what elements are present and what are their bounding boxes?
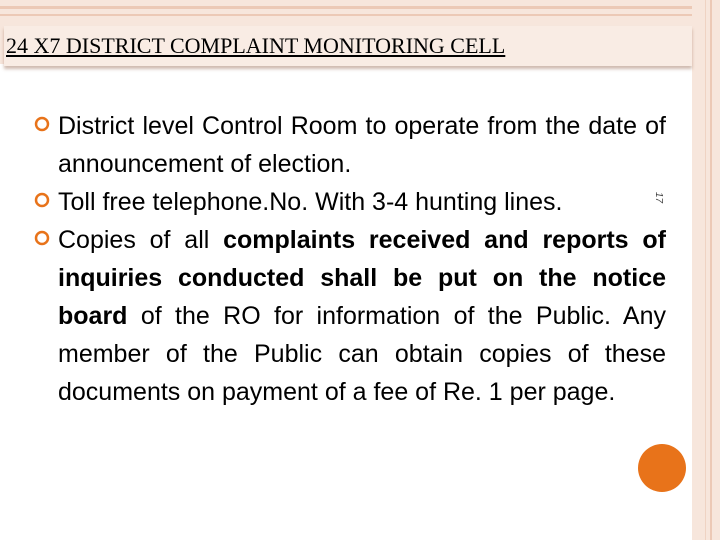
bullet-text: Toll free telephone.No. With 3-4 hunting lines.	[58, 188, 563, 216]
right-frame-line-2	[705, 0, 706, 540]
bullet-text: Copies of all	[58, 226, 224, 254]
bullet-list	[34, 107, 666, 411]
circle-bullet-icon	[34, 116, 50, 132]
bullet-item-copies	[34, 221, 666, 411]
bullet-text: of the RO for information of the Public. Any member of the Public can obtain copies of these documents on payment of a fee of Re. 1 per page.	[58, 302, 666, 406]
bullet-text-bold: complaints received and reports of inquiries conducted shall be put on the notice board	[58, 226, 666, 330]
bullet-item-toll-free	[34, 183, 666, 221]
circle-bullet-icon	[34, 230, 50, 246]
bullet-item-control-room	[34, 107, 666, 183]
decorative-circle	[638, 444, 686, 492]
slide-title: 24 X7 DISTRICT COMPLAINT MONITORING CELL	[6, 33, 506, 58]
top-stripe-decoration-2	[0, 14, 720, 16]
page-number: 17	[653, 192, 664, 204]
bullet-text: District level Control Room to operate from the date of announcement of election.	[58, 112, 666, 178]
circle-bullet-icon	[34, 192, 50, 208]
top-stripe-decoration	[0, 6, 720, 9]
right-frame-line	[710, 0, 712, 540]
right-frame-decoration	[692, 0, 720, 540]
